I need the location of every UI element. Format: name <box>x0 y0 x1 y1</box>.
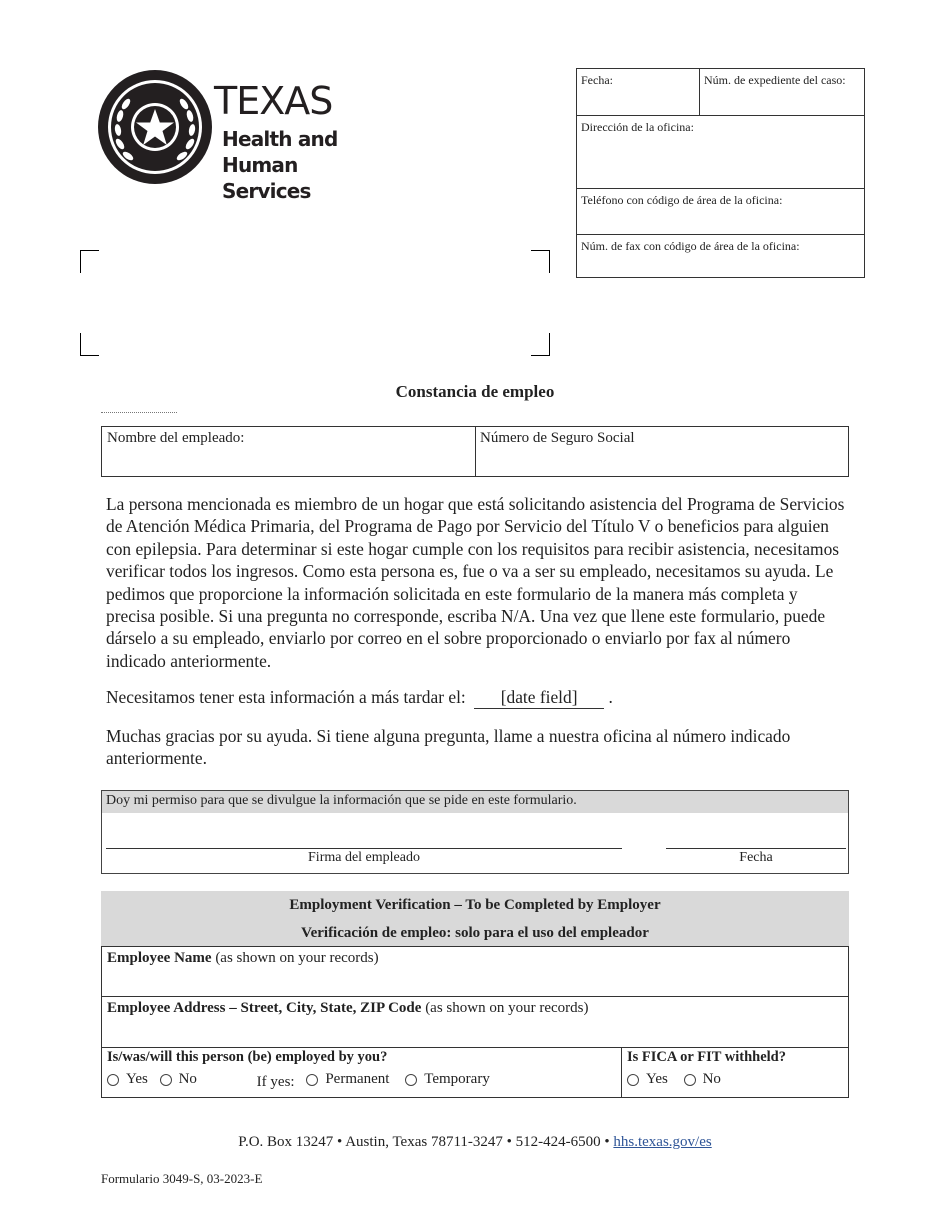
consent-date-field[interactable] <box>666 848 846 866</box>
temporary-option[interactable] <box>405 1071 490 1088</box>
intro-paragraph: La persona mencionada es miembro de un hogar que está solicitando asistencia del Programa de Servicios de Atención Médica Primaria, del Programa de Pago por Servicio del Título V o beneficios para alguien con epilepsia. Para determinar si este hogar cumple con los requisitos para recibir asistencia, necesitamos verificar todos los ingresos. Como esta persona es, fue o va a ser su empleado, necesitamos su ayuda. Le pedimos que proporcione la información solicitada en este formulario de la manera más completa y precisa posible. Si una pregunta no corresponde, escriba N/A. Una vez que llene este formulario, puede dárselo a su empleado, enviarlo por correo en el sobre proporcionado o enviarlo por fax al número indicado anteriormente. <box>106 494 845 671</box>
office-phone-label: Teléfono con código de área de la oficina: <box>581 193 783 207</box>
signature-label: Firma del empleado <box>308 850 420 865</box>
employed-yes-option[interactable] <box>107 1071 148 1088</box>
permanent-radio[interactable] <box>306 1074 318 1086</box>
fica-yes-radio[interactable] <box>627 1074 639 1086</box>
case-number-label: Núm. de expediente del caso: <box>704 73 846 87</box>
fica-no-option[interactable] <box>684 1071 721 1088</box>
consent-statement: Doy mi permiso para que se divulgue la información que se pide en este formulario. <box>102 791 848 813</box>
office-fax-field[interactable] <box>577 235 864 277</box>
address-window-corner-top-left <box>80 250 99 273</box>
employed-yes-label: Yes <box>126 1071 148 1087</box>
permanent-label: Permanent <box>325 1071 390 1087</box>
permanent-option[interactable] <box>306 1071 389 1088</box>
logo-subtitle-line2: Services <box>222 179 311 203</box>
employer-employee-address-field[interactable] <box>102 997 848 1048</box>
if-yes-label: If yes: <box>256 1073 295 1090</box>
employment-status-cell <box>102 1048 622 1097</box>
deadline-date-field[interactable]: [date field] <box>474 686 604 709</box>
case-number-field[interactable] <box>700 69 864 116</box>
office-address-label: Dirección de la oficina: <box>581 120 694 134</box>
office-fax-label: Núm. de fax con código de área de la oficina: <box>581 239 800 253</box>
date-label: Fecha: <box>581 73 613 87</box>
employed-question: Is/was/will this person (be) employed by you? <box>107 1049 388 1065</box>
fica-yes-option[interactable] <box>627 1071 668 1088</box>
footer-address-text: P.O. Box 13247 • Austin, Texas 78711-3247 • 512-424-6500 • <box>238 1134 610 1150</box>
employee-address-note: (as shown on your records) <box>425 1000 589 1016</box>
address-window-corner-bottom-right <box>531 333 550 356</box>
address-window-corner-top-right <box>531 250 550 273</box>
temporary-label: Temporary <box>424 1071 490 1087</box>
hhs-website-link[interactable]: hhs.texas.gov/es <box>613 1134 712 1150</box>
office-info-box <box>576 68 865 278</box>
fica-yes-label: Yes <box>646 1071 668 1087</box>
consent-box <box>101 790 849 874</box>
employed-no-radio[interactable] <box>160 1074 172 1086</box>
address-window-corner-bottom-left <box>80 333 99 356</box>
employer-employee-name-field[interactable] <box>102 947 848 997</box>
texas-seal-icon <box>96 68 214 186</box>
employee-name-field[interactable] <box>102 427 476 476</box>
employee-info-box <box>101 426 849 477</box>
employee-name-label: Nombre del empleado: <box>107 430 245 446</box>
employer-heading-es: Verificación de empleo: solo para el uso del empleador <box>301 925 649 941</box>
consent-date-label: Fecha <box>739 850 773 865</box>
ssn-field[interactable] <box>476 427 848 476</box>
deadline-line <box>106 686 848 709</box>
employed-yes-radio[interactable] <box>107 1074 119 1086</box>
temporary-radio[interactable] <box>405 1074 417 1086</box>
form-number: Formulario 3049-S, 03-2023-E <box>101 1171 263 1186</box>
logo-subtitle-line1: Health and Human <box>222 127 338 177</box>
fica-no-label: No <box>702 1071 721 1087</box>
office-address-field[interactable] <box>577 116 864 189</box>
logo-title: TEXAS <box>214 79 333 123</box>
employer-section-header <box>101 891 849 946</box>
deadline-period: . <box>608 687 613 707</box>
logo-subtitle <box>222 126 390 204</box>
employee-name-note: (as shown on your records) <box>215 950 379 966</box>
office-phone-field[interactable] <box>577 189 864 235</box>
employed-no-option[interactable] <box>160 1071 197 1088</box>
employer-form-box <box>101 946 849 1098</box>
date-field[interactable] <box>577 69 700 116</box>
footer-address <box>0 1134 950 1151</box>
ssn-label: Número de Seguro Social <box>480 430 635 446</box>
deadline-text: Necesitamos tener esta información a más tardar el: <box>106 687 466 707</box>
form-title: Constancia de empleo <box>395 382 555 401</box>
thanks-paragraph: Muchas gracias por su ayuda. Si tiene alguna pregunta, llame a nuestra oficina al número indicado anteriormente. <box>106 726 791 769</box>
fica-no-radio[interactable] <box>684 1074 696 1086</box>
employee-signature-field[interactable] <box>106 848 622 866</box>
employed-no-label: No <box>178 1071 197 1087</box>
employee-address-bold: Employee Address – Street, City, State, ZIP Code <box>107 1000 422 1016</box>
hhs-logo <box>96 68 390 203</box>
divider <box>101 412 177 415</box>
employee-name-bold: Employee Name <box>107 950 212 966</box>
fica-cell <box>622 1048 848 1097</box>
fica-question: Is FICA or FIT withheld? <box>627 1049 786 1065</box>
employer-heading-en: Employment Verification – To be Completed by Employer <box>289 897 661 913</box>
